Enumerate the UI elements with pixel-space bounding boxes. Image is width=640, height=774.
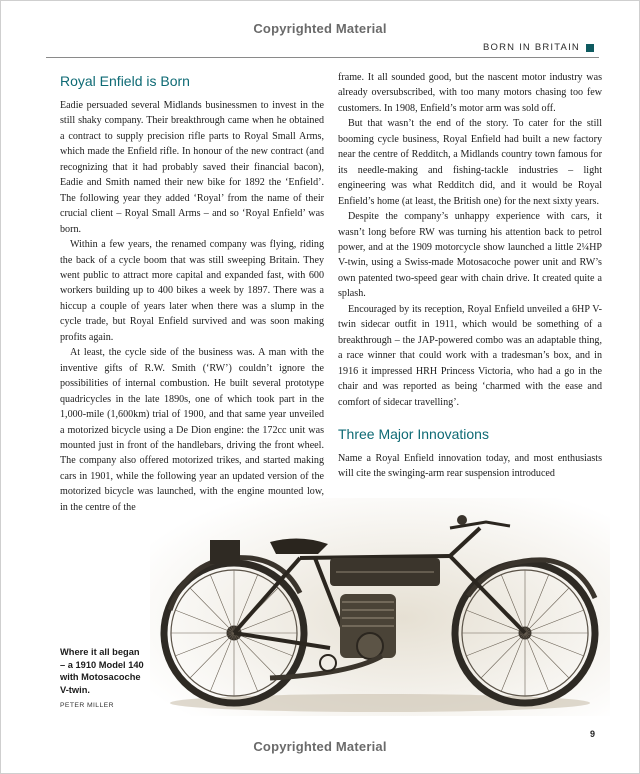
section-heading-royal-enfield-is-born: Royal Enfield is Born: [60, 73, 190, 89]
section-marker-square: [586, 44, 594, 52]
photo-credit: PETER MILLER: [60, 702, 114, 709]
body-paragraph: At least, the cycle side of the business was. A man with the inventive gifts of R.W. Smith (‘RW’) couldn’t ignore the possibilities of internal combustion. He built several prototype quadricycles in the late 1890s, one of which took part in the 1,000-mile (1,600km) trial of 1900, and that same year unveiled a motorized bicycle using a De Dion engine: the 172cc unit was mounted just in front of the handlebars, driving the front wheel. The company also offered motorized trikes, and started making cars in 1901, while the following year an updated version of the motorized bicycle was launched, with the engine mounted low, in the centre of the: [60, 347, 324, 513]
left-column: [60, 70, 324, 515]
motorcycle-photo: [150, 498, 610, 716]
body-paragraph: Within a few years, the renamed company was flying, riding the back of a cycle boom that was still sweeping Britain. They went public to attract more capital and expanded fast, with 600 workers building up to 400 bikes a week by 1897. There was a hiccup a couple of years later when there was a slump in the cycle trade, but Royal Enfield survived and was soon making profits again.: [60, 239, 324, 343]
section-heading-three-major-innovations: Three Major Innovations: [338, 425, 489, 442]
body-paragraph: Encouraged by its reception, Royal Enfield unveiled a 6HP V-twin sidecar outfit in 1911, which would be something of a breakthrough – the JAP-powered combo was an adaptable thing, a race winner that could work with a tradesman’s box, and in 1916 it impressed HRH Princess Victoria, who had a go in the chair and was reported as being ‘charmed with the ease and comfort of sidecar travelling’.: [338, 303, 602, 408]
watermark-bottom: Copyrighted Material: [253, 739, 387, 754]
motorcycle-illustration: [150, 498, 610, 716]
header-rule: [46, 57, 599, 58]
running-head-text: BORN IN BRITAIN: [483, 42, 580, 53]
body-paragraph: Despite the company’s unhappy experience with cars, it wasn’t long before RW was turning his attention back to petrol power, and at the 1909 motorcycle show launched a little 2¼HP V-twin, using a Swiss-made Motosacoche power unit and RW’s own patented two-speed gear with chain drive. It created quite a splash.: [338, 211, 602, 300]
engine-block: [340, 594, 396, 659]
body-paragraph: frame. It all sounded good, but the nascent motor industry was already oversubscribed, with too many motors chasing too few customers. In 1908, Enfield’s motor arm was sold off.: [338, 72, 602, 114]
watermark-top: Copyrighted Material: [253, 21, 387, 36]
body-paragraph: Eadie persuaded several Midlands businessmen to invest in the still shaky company. Their breakthrough came when he obtained a contract to supply precision rifle parts to Royal Small Arms, which made the Enfield rifle. In honour of the new contract (and recognizing that it had probably saved their financial bacon), Eadie and Smith named their new bike for 1892 the ‘Enfield’. The following year they added ‘Royal’ from the name of their crucial client – Royal Small Arms – and so ‘Royal Enfield’ was born.: [60, 100, 324, 235]
page-number: 9: [590, 729, 596, 739]
right-column: [338, 70, 602, 482]
running-head: [483, 42, 594, 53]
body-paragraph: Name a Royal Enfield innovation today, and most enthusiasts will cite the swinging-arm rear suspension introduced: [338, 452, 602, 480]
photo-caption: Where it all began – a 1910 Model 140 with Motosacoche V-twin.: [60, 647, 144, 695]
body-paragraph: But that wasn’t the end of the story. To cater for the still booming cycle business, Royal Enfield had built a new factory near the centre of Redditch, a Midlands country town famous for its needle-making and fishing-tackle industries – light engineering was what Redditch did, and it would be Royal Enfield’s home (at least, the British one) for the next sixty years.: [338, 118, 602, 207]
